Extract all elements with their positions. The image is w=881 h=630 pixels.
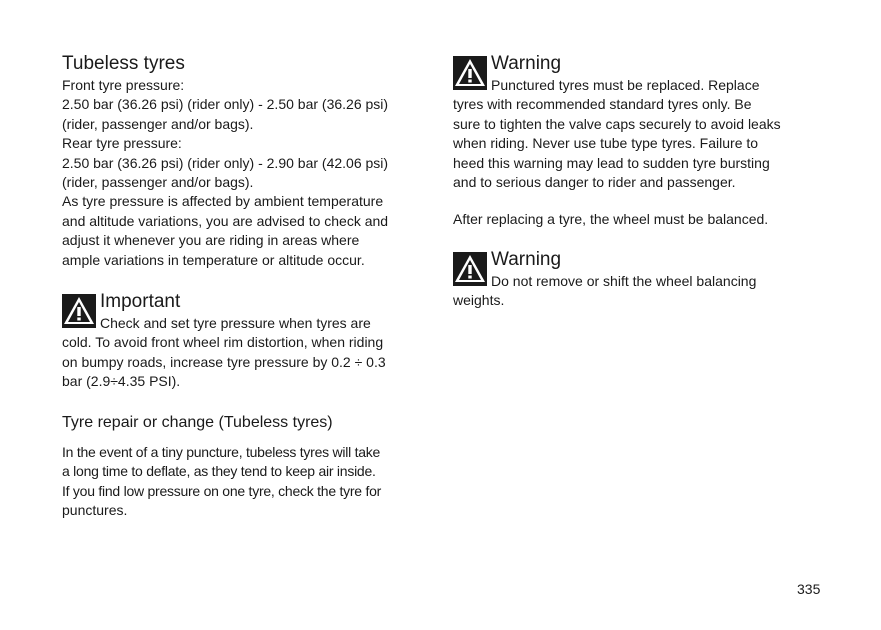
warning-notice xyxy=(453,248,831,311)
text-line: Do not remove or shift the wheel balancing xyxy=(491,272,757,289)
text-line: Front tyre pressure: xyxy=(62,77,185,93)
text-line: Rear tyre pressure: xyxy=(62,135,182,152)
warning-notice xyxy=(453,52,831,192)
text-line: 2.50 bar (36.26 psi) (rider only) - 2.90 bar (42.06 psi) xyxy=(62,154,389,171)
text-line: (rider, passenger and/or bags). xyxy=(62,115,254,132)
section-title: Tubeless tyres xyxy=(62,53,185,74)
text-line: (rider, passenger and/or bags). xyxy=(62,174,254,191)
warning-triangle-icon xyxy=(62,294,96,328)
text-line: ample variations in temperature or altitude occur. xyxy=(62,251,365,268)
important-notice xyxy=(62,290,440,392)
section-title: Tyre repair or change (Tubeless tyres) xyxy=(62,413,333,431)
text-line: punctures. xyxy=(62,501,128,518)
text-line: sure to tighten the valve caps securely to avoid leaks xyxy=(453,115,781,132)
notice-title: Important xyxy=(100,291,181,313)
text-line: cold. To avoid front wheel rim distortion, when riding xyxy=(62,334,384,351)
text-line: and altitude variations, you are advised to check and xyxy=(62,212,389,229)
text-line: Check and set tyre pressure when tyres are xyxy=(100,315,371,332)
notice-title: Warning xyxy=(491,53,562,74)
right-column xyxy=(453,52,831,311)
text-line: If you find low pressure on one tyre, check the tyre for xyxy=(62,482,382,499)
text-line: on bumpy roads, increase tyre pressure by 0.2 ÷ 0.3 xyxy=(62,353,386,370)
tyre-repair-section xyxy=(62,412,440,521)
page-number: 335 xyxy=(797,581,821,597)
notice-title: Warning xyxy=(491,248,562,270)
warning-triangle-icon xyxy=(453,252,487,286)
text-line: and to serious danger to rider and passenger. xyxy=(453,174,736,191)
text-line: tyres with recommended standard tyres only. Be xyxy=(453,96,752,113)
warning-triangle-icon xyxy=(453,56,487,90)
left-column xyxy=(62,52,440,520)
text-line: bar (2.9÷4.35 PSI). xyxy=(62,373,181,390)
balance-note: After replacing a tyre, the wheel must be balanced. xyxy=(453,211,769,228)
text-line: when riding. Never use tube type tyres. Failure to xyxy=(453,135,759,152)
tubeless-tyres-section xyxy=(62,52,440,270)
text-line: As tyre pressure is affected by ambient temperature xyxy=(62,193,384,210)
text-line: heed this warning may lead to sudden tyre bursting xyxy=(453,154,770,171)
text-line: Punctured tyres must be replaced. Replace xyxy=(491,77,760,93)
text-line: a long time to deflate, as they tend to keep air inside. xyxy=(62,463,376,480)
text-line: In the event of a tiny puncture, tubeless tyres will take xyxy=(62,443,381,460)
text-line: adjust it whenever you are riding in areas where xyxy=(62,232,360,249)
text-line: 2.50 bar (36.26 psi) (rider only) - 2.50 bar (36.26 psi) xyxy=(62,96,389,113)
text-line: weights. xyxy=(453,292,505,309)
